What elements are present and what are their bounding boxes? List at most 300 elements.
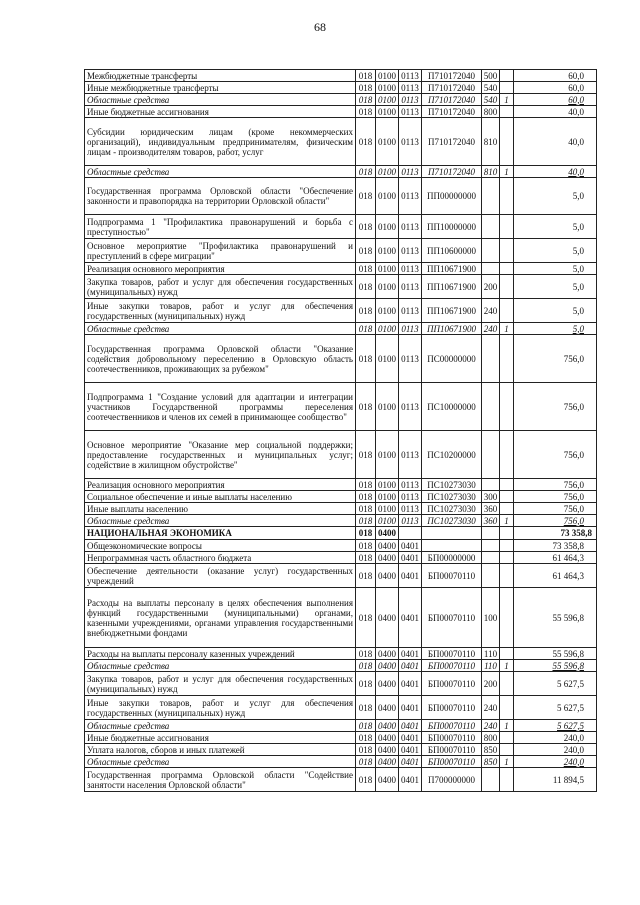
funding-source-code: 1 bbox=[500, 720, 514, 732]
row-name: Субсидии юридическим лицам (кроме некоммерческих организаций), индивидуальным предпринимателям, физическим лицам - производителям товаров, работ, услуг bbox=[85, 118, 356, 166]
section-code: 0100 bbox=[376, 275, 399, 299]
target-item-code: ПС10273030 bbox=[422, 515, 482, 527]
grbs-code: 018 bbox=[356, 82, 376, 94]
section-code: 0400 bbox=[376, 756, 399, 768]
target-item-code: ПП10671900 bbox=[422, 299, 482, 323]
row-name: Расходы на выплаты персоналу казенных учреждений bbox=[85, 648, 356, 660]
grbs-code: 018 bbox=[356, 588, 376, 648]
expense-type-code: 360 bbox=[482, 515, 500, 527]
amount-value: 5,0 bbox=[514, 239, 597, 263]
funding-source-code bbox=[500, 335, 514, 383]
funding-source-code bbox=[500, 70, 514, 82]
subsection-code: 0113 bbox=[399, 383, 422, 431]
subsection-code: 0113 bbox=[399, 94, 422, 106]
row-name: Иные закупки товаров, работ и услуг для обеспечения государственных (муниципальных) нужд bbox=[85, 696, 356, 720]
target-item-code: ПП10600000 bbox=[422, 239, 482, 263]
funding-source-code bbox=[500, 648, 514, 660]
target-item-code bbox=[422, 540, 482, 552]
grbs-code: 018 bbox=[356, 527, 376, 540]
subsection-code: 0401 bbox=[399, 552, 422, 564]
section-code: 0100 bbox=[376, 299, 399, 323]
amount-value: 55 596,8 bbox=[514, 648, 597, 660]
target-item-code: ПС10000000 bbox=[422, 383, 482, 431]
row-name: Государственная программа Орловской области "Оказание содействия добровольному переселению в Орловскую область соотечественников, проживающих за рубежом" bbox=[85, 335, 356, 383]
table-row bbox=[85, 768, 597, 792]
expense-type-code: 810 bbox=[482, 118, 500, 166]
grbs-code: 018 bbox=[356, 491, 376, 503]
grbs-code: 018 bbox=[356, 118, 376, 166]
row-name: Реализация основного мероприятия bbox=[85, 263, 356, 275]
row-name: Областные средства bbox=[85, 660, 356, 672]
row-name: Подпрограмма 1 "Профилактика правонарушений и борьба с преступностью" bbox=[85, 215, 356, 239]
expense-type-code bbox=[482, 263, 500, 275]
amount-value: 5,0 bbox=[514, 275, 597, 299]
amount-value: 756,0 bbox=[514, 335, 597, 383]
table-row bbox=[85, 648, 597, 660]
row-name: Социальное обеспечение и иные выплаты населению bbox=[85, 491, 356, 503]
amount-value: 5,0 bbox=[514, 323, 597, 335]
section-code: 0400 bbox=[376, 672, 399, 696]
target-item-code: ПП10000000 bbox=[422, 215, 482, 239]
section-code: 0400 bbox=[376, 720, 399, 732]
row-name: Межбюджетные трансферты bbox=[85, 70, 356, 82]
expense-type-code: 110 bbox=[482, 648, 500, 660]
row-name: Подпрограмма 1 "Создание условий для адаптации и интеграции участников Государственной программы переселения соотечественников и членов их семей в принимающее сообщество" bbox=[85, 383, 356, 431]
subsection-code: 0113 bbox=[399, 106, 422, 118]
funding-source-code: 1 bbox=[500, 756, 514, 768]
amount-value: 756,0 bbox=[514, 515, 597, 527]
funding-source-code bbox=[500, 275, 514, 299]
target-item-code: ПС10200000 bbox=[422, 431, 482, 479]
section-code: 0100 bbox=[376, 70, 399, 82]
subsection-code: 0113 bbox=[399, 275, 422, 299]
row-name: Основное мероприятие "Профилактика правонарушений и преступлений в сфере миграции" bbox=[85, 239, 356, 263]
subsection-code: 0113 bbox=[399, 299, 422, 323]
funding-source-code bbox=[500, 672, 514, 696]
table-row bbox=[85, 335, 597, 383]
amount-value: 73 358,8 bbox=[514, 540, 597, 552]
row-name: Государственная программа Орловской области "Содействие занятости населения Орловской области" bbox=[85, 768, 356, 792]
target-item-code: ПС10273030 bbox=[422, 491, 482, 503]
table-row bbox=[85, 166, 597, 178]
section-code: 0100 bbox=[376, 335, 399, 383]
grbs-code: 018 bbox=[356, 515, 376, 527]
expense-type-code bbox=[482, 239, 500, 263]
row-name: Иные выплаты населению bbox=[85, 503, 356, 515]
table-row bbox=[85, 383, 597, 431]
subsection-code: 0401 bbox=[399, 588, 422, 648]
row-name: Областные средства bbox=[85, 94, 356, 106]
subsection-code: 0113 bbox=[399, 70, 422, 82]
grbs-code: 018 bbox=[356, 552, 376, 564]
table-row bbox=[85, 215, 597, 239]
amount-value: 55 596,8 bbox=[514, 588, 597, 648]
target-item-code: П710172040 bbox=[422, 94, 482, 106]
expense-type-code bbox=[482, 383, 500, 431]
funding-source-code bbox=[500, 178, 514, 215]
expense-type-code: 810 bbox=[482, 166, 500, 178]
funding-source-code: 1 bbox=[500, 660, 514, 672]
expense-type-code: 240 bbox=[482, 323, 500, 335]
amount-value: 40,0 bbox=[514, 118, 597, 166]
funding-source-code bbox=[500, 768, 514, 792]
amount-value: 240,0 bbox=[514, 756, 597, 768]
expense-type-code bbox=[482, 564, 500, 588]
target-item-code: БП00070110 bbox=[422, 696, 482, 720]
amount-value: 5,0 bbox=[514, 215, 597, 239]
section-code: 0100 bbox=[376, 215, 399, 239]
table-row bbox=[85, 431, 597, 479]
grbs-code: 018 bbox=[356, 166, 376, 178]
funding-source-code bbox=[500, 106, 514, 118]
target-item-code: БП00070110 bbox=[422, 564, 482, 588]
grbs-code: 018 bbox=[356, 720, 376, 732]
amount-value: 61 464,3 bbox=[514, 564, 597, 588]
table-row bbox=[85, 515, 597, 527]
expense-type-code: 360 bbox=[482, 503, 500, 515]
target-item-code: БП00070110 bbox=[422, 660, 482, 672]
target-item-code bbox=[422, 527, 482, 540]
table-row bbox=[85, 178, 597, 215]
amount-value: 240,0 bbox=[514, 732, 597, 744]
section-code: 0100 bbox=[376, 82, 399, 94]
grbs-code: 018 bbox=[356, 431, 376, 479]
amount-value: 5 627,5 bbox=[514, 720, 597, 732]
target-item-code: П710172040 bbox=[422, 166, 482, 178]
subsection-code: 0401 bbox=[399, 648, 422, 660]
subsection-code: 0113 bbox=[399, 215, 422, 239]
amount-value: 5 627,5 bbox=[514, 672, 597, 696]
table-row bbox=[85, 491, 597, 503]
target-item-code: БП00070110 bbox=[422, 756, 482, 768]
budget-table bbox=[84, 69, 597, 792]
expense-type-code: 540 bbox=[482, 94, 500, 106]
grbs-code: 018 bbox=[356, 768, 376, 792]
amount-value: 40,0 bbox=[514, 106, 597, 118]
subsection-code: 0401 bbox=[399, 696, 422, 720]
funding-source-code bbox=[500, 263, 514, 275]
target-item-code: БП00070110 bbox=[422, 744, 482, 756]
target-item-code: ПП10671900 bbox=[422, 323, 482, 335]
row-name: Иные закупки товаров, работ и услуг для обеспечения государственных (муниципальных) нужд bbox=[85, 299, 356, 323]
grbs-code: 018 bbox=[356, 648, 376, 660]
target-item-code: ПС10273030 bbox=[422, 503, 482, 515]
section-code: 0100 bbox=[376, 178, 399, 215]
expense-type-code bbox=[482, 479, 500, 491]
subsection-code: 0113 bbox=[399, 263, 422, 275]
expense-type-code: 800 bbox=[482, 106, 500, 118]
subsection-code: 0113 bbox=[399, 239, 422, 263]
section-code: 0100 bbox=[376, 106, 399, 118]
expense-type-code: 850 bbox=[482, 756, 500, 768]
section-code: 0400 bbox=[376, 552, 399, 564]
amount-value: 756,0 bbox=[514, 479, 597, 491]
subsection-code: 0401 bbox=[399, 672, 422, 696]
expense-type-code bbox=[482, 552, 500, 564]
row-name: Областные средства bbox=[85, 323, 356, 335]
section-code: 0100 bbox=[376, 323, 399, 335]
grbs-code: 018 bbox=[356, 215, 376, 239]
grbs-code: 018 bbox=[356, 503, 376, 515]
section-code: 0400 bbox=[376, 744, 399, 756]
subsection-code: 0401 bbox=[399, 768, 422, 792]
subsection-code: 0113 bbox=[399, 82, 422, 94]
subsection-code: 0113 bbox=[399, 166, 422, 178]
funding-source-code bbox=[500, 491, 514, 503]
funding-source-code: 1 bbox=[500, 94, 514, 106]
funding-source-code bbox=[500, 588, 514, 648]
section-code: 0400 bbox=[376, 732, 399, 744]
section-code: 0400 bbox=[376, 588, 399, 648]
expense-type-code: 850 bbox=[482, 744, 500, 756]
expense-type-code bbox=[482, 431, 500, 479]
table-row bbox=[85, 106, 597, 118]
expense-type-code: 240 bbox=[482, 299, 500, 323]
amount-value: 61 464,3 bbox=[514, 552, 597, 564]
funding-source-code bbox=[500, 215, 514, 239]
amount-value: 73 358,8 bbox=[514, 527, 597, 540]
table-row bbox=[85, 94, 597, 106]
funding-source-code bbox=[500, 732, 514, 744]
section-code: 0100 bbox=[376, 383, 399, 431]
subsection-code: 0113 bbox=[399, 431, 422, 479]
table-row bbox=[85, 540, 597, 552]
funding-source-code bbox=[500, 383, 514, 431]
target-item-code: БП00000000 bbox=[422, 552, 482, 564]
table-row bbox=[85, 82, 597, 94]
section-code: 0100 bbox=[376, 239, 399, 263]
target-item-code: П710172040 bbox=[422, 106, 482, 118]
amount-value: 5,0 bbox=[514, 178, 597, 215]
grbs-code: 018 bbox=[356, 672, 376, 696]
funding-source-code bbox=[500, 239, 514, 263]
section-code: 0400 bbox=[376, 527, 399, 540]
amount-value: 5,0 bbox=[514, 263, 597, 275]
row-name: Областные средства bbox=[85, 720, 356, 732]
row-name: Закупка товаров, работ и услуг для обеспечения государственных (муниципальных) нужд bbox=[85, 275, 356, 299]
table-row bbox=[85, 732, 597, 744]
row-name: Иные бюджетные ассигнования bbox=[85, 106, 356, 118]
grbs-code: 018 bbox=[356, 263, 376, 275]
expense-type-code: 300 bbox=[482, 491, 500, 503]
table-row bbox=[85, 696, 597, 720]
funding-source-code bbox=[500, 564, 514, 588]
grbs-code: 018 bbox=[356, 323, 376, 335]
funding-source-code bbox=[500, 744, 514, 756]
grbs-code: 018 bbox=[356, 564, 376, 588]
target-item-code: БП00070110 bbox=[422, 648, 482, 660]
expense-type-code bbox=[482, 527, 500, 540]
amount-value: 240,0 bbox=[514, 744, 597, 756]
subsection-code: 0113 bbox=[399, 323, 422, 335]
grbs-code: 018 bbox=[356, 756, 376, 768]
target-item-code: ПП10671900 bbox=[422, 275, 482, 299]
table-row bbox=[85, 479, 597, 491]
table-row bbox=[85, 275, 597, 299]
expense-type-code bbox=[482, 540, 500, 552]
subsection-code: 0113 bbox=[399, 178, 422, 215]
expense-type-code: 100 bbox=[482, 588, 500, 648]
table-row bbox=[85, 503, 597, 515]
row-name: Уплата налогов, сборов и иных платежей bbox=[85, 744, 356, 756]
expense-type-code: 500 bbox=[482, 70, 500, 82]
amount-value: 60,0 bbox=[514, 94, 597, 106]
table-row bbox=[85, 672, 597, 696]
section-code: 0100 bbox=[376, 503, 399, 515]
subsection-code: 0401 bbox=[399, 732, 422, 744]
grbs-code: 018 bbox=[356, 744, 376, 756]
row-name: Общеэкономические вопросы bbox=[85, 540, 356, 552]
section-code: 0100 bbox=[376, 263, 399, 275]
row-name: Обеспечение деятельности (оказание услуг) государственных учреждений bbox=[85, 564, 356, 588]
row-name: Непрограммная часть областного бюджета bbox=[85, 552, 356, 564]
amount-value: 60,0 bbox=[514, 82, 597, 94]
funding-source-code bbox=[500, 299, 514, 323]
grbs-code: 018 bbox=[356, 239, 376, 263]
amount-value: 5 627,5 bbox=[514, 696, 597, 720]
amount-value: 756,0 bbox=[514, 431, 597, 479]
subsection-code: 0401 bbox=[399, 540, 422, 552]
subsection-code: 0401 bbox=[399, 564, 422, 588]
expense-type-code: 800 bbox=[482, 732, 500, 744]
amount-value: 60,0 bbox=[514, 70, 597, 82]
expense-type-code: 200 bbox=[482, 275, 500, 299]
grbs-code: 018 bbox=[356, 106, 376, 118]
expense-type-code bbox=[482, 768, 500, 792]
table-row bbox=[85, 263, 597, 275]
grbs-code: 018 bbox=[356, 696, 376, 720]
funding-source-code bbox=[500, 527, 514, 540]
table-row bbox=[85, 564, 597, 588]
target-item-code: БП00070110 bbox=[422, 720, 482, 732]
grbs-code: 018 bbox=[356, 94, 376, 106]
row-name: Реализация основного мероприятия bbox=[85, 479, 356, 491]
section-code: 0400 bbox=[376, 768, 399, 792]
grbs-code: 018 bbox=[356, 299, 376, 323]
expense-type-code: 200 bbox=[482, 672, 500, 696]
section-code: 0100 bbox=[376, 479, 399, 491]
grbs-code: 018 bbox=[356, 660, 376, 672]
section-code: 0100 bbox=[376, 431, 399, 479]
subsection-code: 0113 bbox=[399, 515, 422, 527]
table-row bbox=[85, 588, 597, 648]
subsection-code: 0113 bbox=[399, 479, 422, 491]
section-code: 0400 bbox=[376, 696, 399, 720]
subsection-code: 0401 bbox=[399, 744, 422, 756]
funding-source-code: 1 bbox=[500, 515, 514, 527]
section-code: 0400 bbox=[376, 648, 399, 660]
page-number: 68 bbox=[314, 20, 326, 34]
expense-type-code: 540 bbox=[482, 82, 500, 94]
target-item-code: ПП10671900 bbox=[422, 263, 482, 275]
funding-source-code: 1 bbox=[500, 166, 514, 178]
table-row bbox=[85, 552, 597, 564]
subsection-code: 0401 bbox=[399, 660, 422, 672]
table-row bbox=[85, 239, 597, 263]
section-header-row bbox=[85, 527, 597, 540]
funding-source-code bbox=[500, 82, 514, 94]
row-name: Областные средства bbox=[85, 166, 356, 178]
amount-value: 756,0 bbox=[514, 503, 597, 515]
section-code: 0400 bbox=[376, 564, 399, 588]
section-code: 0100 bbox=[376, 166, 399, 178]
amount-value: 756,0 bbox=[514, 491, 597, 503]
amount-value: 5,0 bbox=[514, 299, 597, 323]
section-code: 0100 bbox=[376, 515, 399, 527]
row-name: НАЦИОНАЛЬНАЯ ЭКОНОМИКА bbox=[85, 527, 356, 540]
table-row bbox=[85, 323, 597, 335]
amount-value: 55 596,8 bbox=[514, 660, 597, 672]
table-row bbox=[85, 720, 597, 732]
amount-value: 40,0 bbox=[514, 166, 597, 178]
row-name: Закупка товаров, работ и услуг для обеспечения государственных (муниципальных) нужд bbox=[85, 672, 356, 696]
row-name: Иные бюджетные ассигнования bbox=[85, 732, 356, 744]
target-item-code: ПС00000000 bbox=[422, 335, 482, 383]
row-name: Государственная программа Орловской области "Обеспечение законности и правопорядка на территории Орловской области" bbox=[85, 178, 356, 215]
funding-source-code bbox=[500, 431, 514, 479]
target-item-code: БП00070110 bbox=[422, 588, 482, 648]
row-name: Иные межбюджетные трансферты bbox=[85, 82, 356, 94]
amount-value: 756,0 bbox=[514, 383, 597, 431]
section-code: 0100 bbox=[376, 94, 399, 106]
subsection-code: 0401 bbox=[399, 756, 422, 768]
expense-type-code: 110 bbox=[482, 660, 500, 672]
section-code: 0100 bbox=[376, 118, 399, 166]
subsection-code: 0401 bbox=[399, 720, 422, 732]
section-code: 0400 bbox=[376, 660, 399, 672]
target-item-code: БП00070110 bbox=[422, 732, 482, 744]
subsection-code: 0113 bbox=[399, 491, 422, 503]
grbs-code: 018 bbox=[356, 540, 376, 552]
row-name: Областные средства bbox=[85, 756, 356, 768]
grbs-code: 018 bbox=[356, 335, 376, 383]
funding-source-code bbox=[500, 552, 514, 564]
funding-source-code: 1 bbox=[500, 323, 514, 335]
subsection-code: 0113 bbox=[399, 118, 422, 166]
row-name: Основное мероприятие "Оказание мер социальной поддержки; предоставление государственных и муниципальных услуг; содействие в жилищном обустройстве" bbox=[85, 431, 356, 479]
expense-type-code bbox=[482, 335, 500, 383]
table-row bbox=[85, 660, 597, 672]
table-row bbox=[85, 118, 597, 166]
section-code: 0400 bbox=[376, 540, 399, 552]
table-row bbox=[85, 70, 597, 82]
target-item-code: БП00070110 bbox=[422, 672, 482, 696]
table-row bbox=[85, 744, 597, 756]
target-item-code: П710172040 bbox=[422, 82, 482, 94]
target-item-code: П700000000 bbox=[422, 768, 482, 792]
section-code: 0100 bbox=[376, 491, 399, 503]
funding-source-code bbox=[500, 118, 514, 166]
grbs-code: 018 bbox=[356, 479, 376, 491]
row-name: Расходы на выплаты персоналу в целях обеспечения выполнения функций государственными (муниципальными) органами, казенными учреждениями, органами управления государственными внебюджетными фондами bbox=[85, 588, 356, 648]
table-row bbox=[85, 756, 597, 768]
amount-value: 11 894,5 bbox=[514, 768, 597, 792]
grbs-code: 018 bbox=[356, 275, 376, 299]
funding-source-code bbox=[500, 696, 514, 720]
grbs-code: 018 bbox=[356, 732, 376, 744]
subsection-code bbox=[399, 527, 422, 540]
funding-source-code bbox=[500, 540, 514, 552]
subsection-code: 0113 bbox=[399, 335, 422, 383]
funding-source-code bbox=[500, 479, 514, 491]
table-row bbox=[85, 299, 597, 323]
target-item-code: П710172040 bbox=[422, 70, 482, 82]
expense-type-code bbox=[482, 178, 500, 215]
expense-type-code bbox=[482, 215, 500, 239]
grbs-code: 018 bbox=[356, 70, 376, 82]
target-item-code: ПП00000000 bbox=[422, 178, 482, 215]
grbs-code: 018 bbox=[356, 178, 376, 215]
